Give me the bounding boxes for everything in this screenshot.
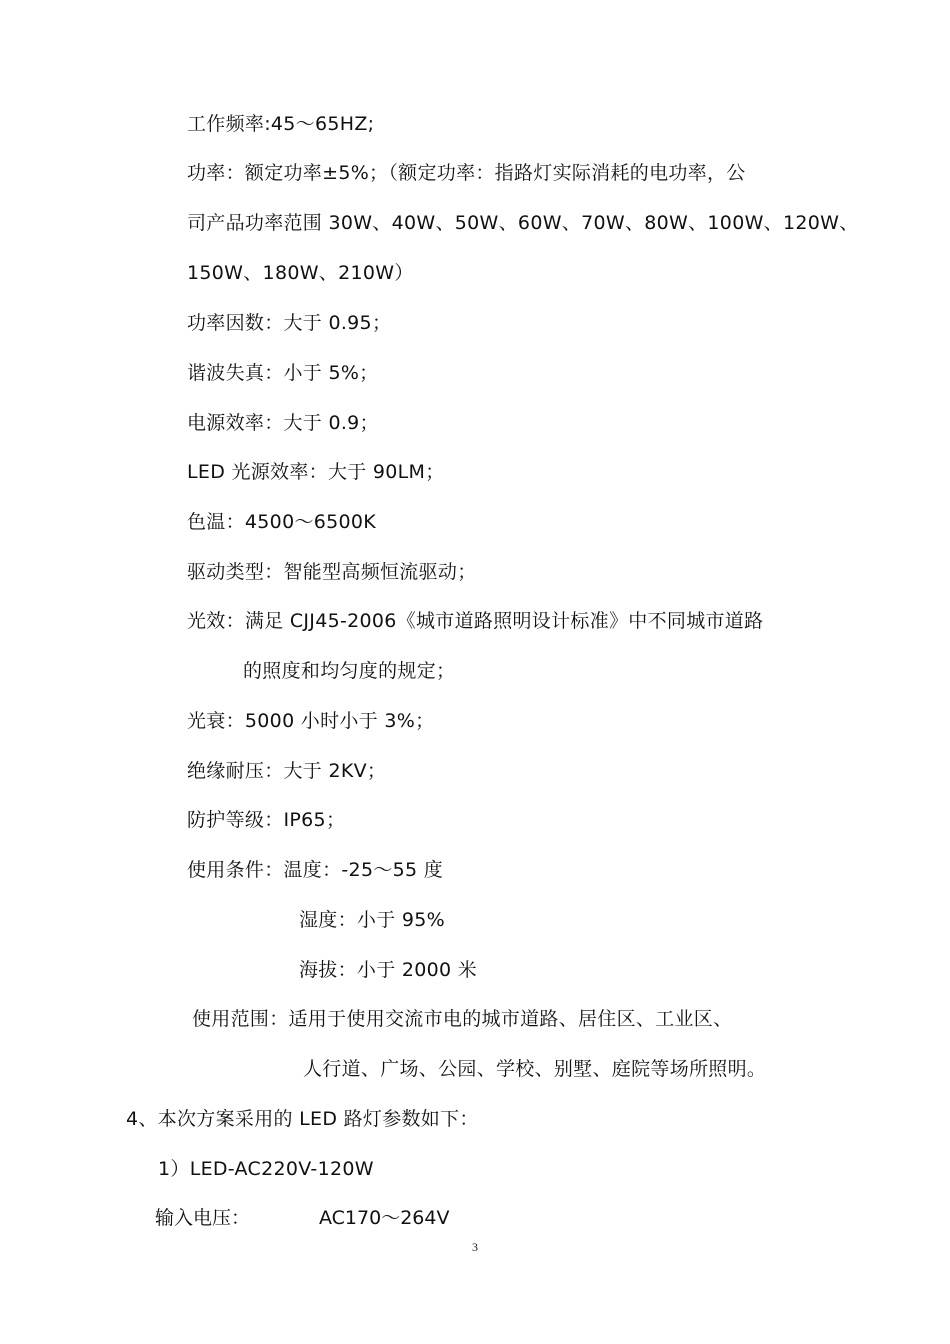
spec-conditions-humidity: 湿度：小于 95% <box>299 909 445 931</box>
spec-light-decay: 光衰：5000 小时小于 3%； <box>187 710 435 732</box>
spec-frequency: 工作频率:45～65HZ; <box>187 113 375 135</box>
spec-color-temperature: 色温：4500～6500K <box>187 511 377 533</box>
subsection-heading: 1）LED-AC220V-120W <box>158 1158 374 1180</box>
section-heading: 4、本次方案采用的 LED 路灯参数如下： <box>126 1108 479 1130</box>
spec-insulation: 绝缘耐压：大于 2KV； <box>187 760 387 782</box>
spec-scope-line1: 使用范围：适用于使用交流市电的城市道路、居住区、工业区、 <box>192 1008 733 1030</box>
spec-protection-grade: 防护等级：IP65； <box>187 809 346 831</box>
spec-led-efficiency: LED 光源效率：大于 90LM； <box>187 461 445 483</box>
input-voltage-value: AC170～264V <box>319 1207 450 1229</box>
spec-light-effect-line2: 的照度和均匀度的规定； <box>243 660 456 682</box>
spec-driver-type: 驱动类型：智能型高频恒流驱动； <box>187 561 477 583</box>
spec-scope-line2: 人行道、广场、公园、学校、别墅、庭院等场所照明。 <box>303 1058 767 1080</box>
spec-power-line1: 功率：额定功率±5%；（额定功率：指路灯实际消耗的电功率，公 <box>187 162 746 184</box>
spec-power-line3: 150W、180W、210W） <box>187 262 414 284</box>
spec-conditions-altitude: 海拔：小于 2000 米 <box>299 959 478 981</box>
spec-light-effect-line1: 光效：满足 CJJ45-2006《城市道路照明设计标准》中不同城市道路 <box>187 610 764 632</box>
spec-power-factor: 功率因数：大于 0.95； <box>187 312 392 334</box>
spec-power-line2: 司产品功率范围 30W、40W、50W、60W、70W、80W、100W、120W、 <box>187 212 859 234</box>
spec-power-efficiency: 电源效率：大于 0.9； <box>187 412 379 434</box>
input-voltage-label: 输入电压： <box>155 1207 251 1229</box>
page-number: 3 <box>472 1240 478 1254</box>
spec-conditions-temperature: 使用条件：温度：-25～55 度 <box>187 859 444 881</box>
spec-harmonic-distortion: 谐波失真：小于 5%； <box>187 362 379 384</box>
